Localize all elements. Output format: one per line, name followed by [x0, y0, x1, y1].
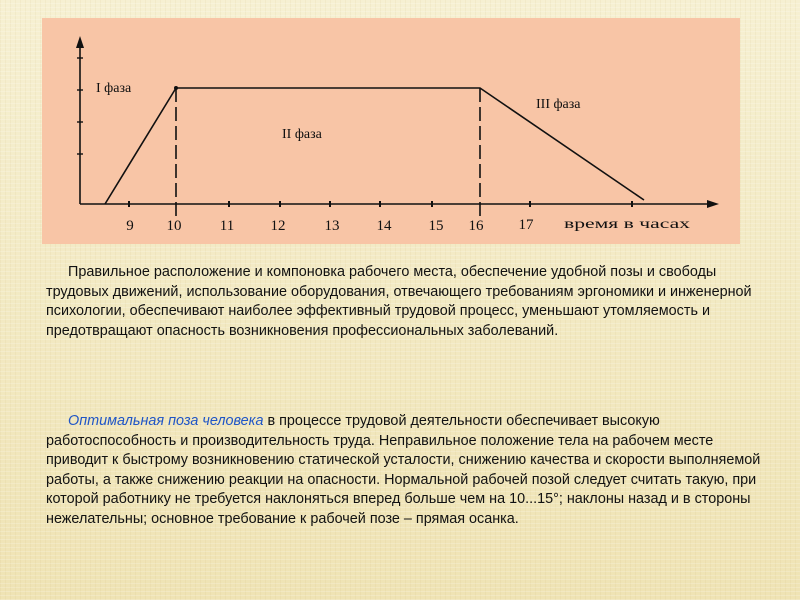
x-tick-label: 10	[166, 218, 182, 234]
x-tick-label: 17	[518, 217, 534, 233]
x-axis-arrow	[707, 200, 719, 208]
work-capacity-diagram	[42, 18, 740, 244]
paragraph-workplace-text: Правильное расположение и компоновка рабочего места, обеспечение удобной позы и свободы трудовых движений, использование оборудования, отвечающего требованиям эргономики и инженерной психологии, обеспечивают наиболее эффективный трудовой процесс, уменьшают утомляемость и предотвращают опасность возникновения профессиональных заболеваний.	[46, 264, 752, 339]
x-tick-label: 9	[126, 218, 134, 234]
phase1-label: I фаза	[96, 81, 132, 96]
phase2-label: II фаза	[282, 127, 322, 142]
optimal-posture-term: Оптимальная поза человека	[68, 413, 264, 429]
paragraph-posture	[46, 412, 768, 529]
x-axis-label: время в часах	[564, 217, 690, 232]
x-tick-label: 16	[468, 218, 484, 234]
x-tick-label: 14	[376, 218, 392, 234]
x-tick-label: 15	[428, 218, 444, 234]
phase3-label: III фаза	[536, 97, 581, 112]
paragraph-posture-text: в процессе трудовой деятельности обеспечивает высокую работоспособность и производительность труда. Неправильное положение тела на рабочем месте приводит к быстрому возникновению статической усталости, снижению качества и скорости выполняемой работы, а также снижению реакции на опасности. Нормальной рабочей позой следует считать такую, при которой работнику не требуется наклоняться вперед больше чем на 10...15°; наклоны назад и в стороны нежелательны; основное требование к рабочей позе – прямая осанка.	[46, 413, 761, 527]
x-tick-label: 11	[219, 218, 235, 234]
diagram-svg	[42, 18, 740, 244]
y-axis-arrow	[76, 36, 84, 48]
paragraph-workplace	[46, 263, 768, 341]
x-tick-label: 12	[270, 218, 286, 234]
x-tick-label: 13	[324, 218, 340, 234]
